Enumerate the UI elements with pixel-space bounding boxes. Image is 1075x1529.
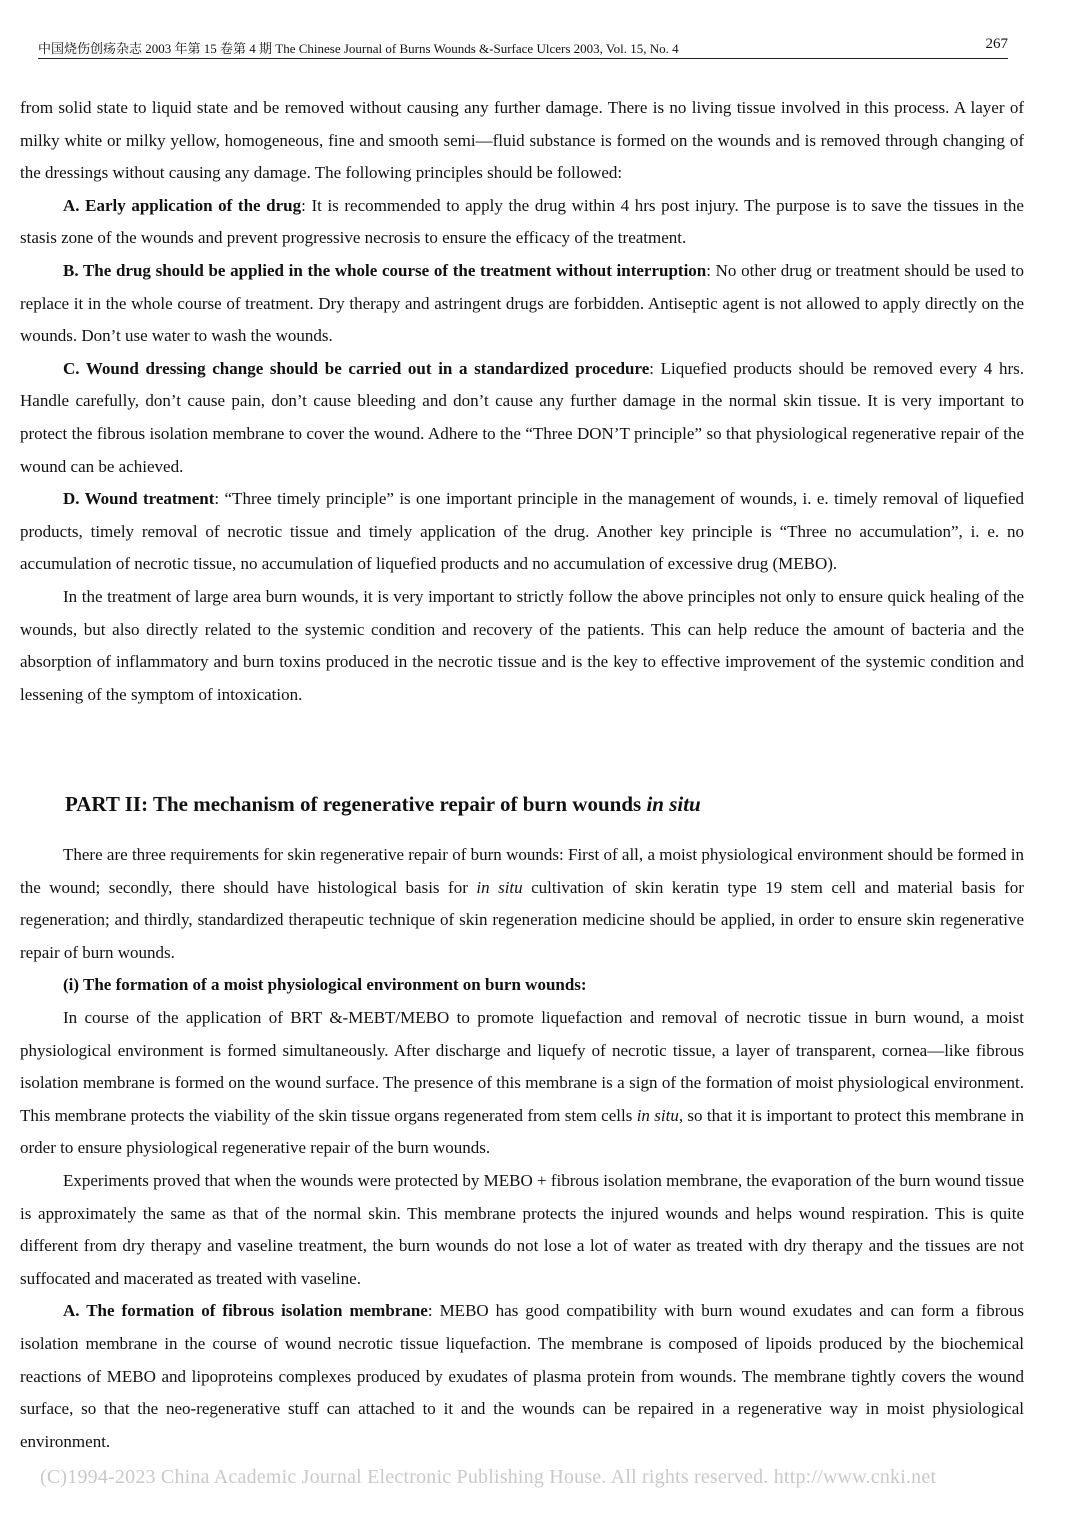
paragraph: Experiments proved that when the wounds were protected by MEBO + fibrous isolation membrane, the evaporation of the burn wound tissue is approximately the same as that of the normal skin. This membrane protects the injured wounds and helps wound respiration. This is quite different from dry therapy and vaseline treatment, the burn wounds do not lose a lot of water as treated with dry therapy and the tissues are not suffocated and macerated as treated with vaseline. — [20, 1170, 1024, 1288]
paragraph: In the treatment of large area burn wounds, it is very important to strictly follow the above principles not only to ensure quick healing of the wounds, but also directly related to the systemic condition and recovery of the patients. This can help reduce the amount of bacteria and the absorption of inflammatory and burn toxins produced in the necrotic tissue and is the key to effective improvement of the systemic condition and lessening of the symptom of intoxication. — [20, 586, 1024, 704]
section-heading: PART II: The mechanism of regenerative repair of burn wounds in situ — [65, 792, 701, 816]
journal-citation: 中国烧伤创疡杂志 2003 年第 15 卷第 4 期 The Chinese Journal of Burns Wounds &-Surface Ulcers 2003, Vol. 15, No. 4 — [38, 41, 679, 56]
principle-d: D. Wound treatment: “Three timely principle” is one important principle in the management of wounds, i. e. timely removal of liquefied products, timely removal of necrotic tissue and timely application of the drug. Another key principle is “Three no accumulation”, i. e. no accumulation of necrotic tissue, no accumulation of liquefied products and no accumulation of excessive drug (MEBO). — [20, 489, 1024, 574]
paragraph: from solid state to liquid state and be removed without causing any further damage. There is no living tissue involved in this process. A layer of milky white or milky yellow, homogeneous, fine and smooth semi—fluid substance is formed on the wounds and is removed through changing of the dressings without causing any damage. The following principles should be followed: — [20, 98, 1024, 183]
principle-c: C. Wound dressing change should be carried out in a standardized procedure: Liquefied products should be removed every 4 hrs. Handle carefully, don’t cause pain, don’t cause bleeding and don’t cause any further damage in the normal skin tissue. It is very important to protect the fibrous isolation membrane to cover the wound. Adhere to the “Three DON’T principle” so that physiological regenerative repair of the wound can be achieved. — [20, 358, 1024, 476]
principle-title: A. The formation of fibrous isolation membrane — [63, 1301, 428, 1321]
principle-title: C. Wound dressing change should be carried out in a standardized procedure — [63, 358, 650, 378]
principle-title: D. Wound treatment — [63, 489, 215, 509]
subsection-heading: (i) The formation of a moist physiological environment on burn wounds: — [63, 975, 587, 995]
page-number: 267 — [985, 36, 1008, 52]
principle-a: A. Early application of the drug: It is recommended to apply the drug within 4 hrs post injury. The purpose is to save the tissues in the stasis zone of the wounds and prevent progressive necrosis to ensure the efficacy of the treatment. — [20, 195, 1024, 248]
paragraph: There are three requirements for skin regenerative repair of burn wounds: First of all, a moist physiological environment should be formed in the wound; secondly, there should have histological basis for in situ cultivation of skin keratin type 19 stem cell and material basis for regeneration; and thirdly, standardized therapeutic technique of skin regeneration medicine should be applied, in order to ensure skin regenerative repair of burn wounds. — [20, 845, 1024, 962]
principle-b: B. The drug should be applied in the whole course of the treatment without interruption: No other drug or treatment should be used to replace it in the whole course of treatment. Dry therapy and astringent drugs are forbidden. Antiseptic agent is not allowed to apply directly on the wounds. Don’t use water to wash the wounds. — [20, 260, 1024, 346]
part1-body — [20, 92, 1024, 711]
principle-title: B. The drug should be applied in the whole course of the treatment without interruption — [63, 260, 707, 280]
principle-title: A. Early application of the drug — [63, 195, 302, 215]
part2-body — [20, 839, 1024, 1458]
paragraph: In course of the application of BRT &-MEBT/MEBO to promote liquefaction and removal of necrotic tissue in burn wound, a moist physiological environment is formed simultaneously. After discharge and liquefy of necrotic tissue, a layer of transparent, cornea—like fibrous isolation membrane is formed on the wound surface. The presence of this membrane is a sign of the formation of moist physiological environment. This membrane protects the viability of the skin tissue organs regenerated from stem cells in situ, so that it is important to protect this membrane in order to ensure physiological regenerative repair of the burn wounds. — [20, 1007, 1025, 1158]
running-header — [38, 36, 1008, 59]
copyright-watermark: (C)1994-2023 China Academic Journal Electronic Publishing House. All rights reserved. http://www.cnki.net — [40, 1466, 937, 1488]
principle-a: A. The formation of fibrous isolation membrane: MEBO has good compatibility with burn wound exudates and can form a fibrous isolation membrane in the course of wound necrotic tissue liquefaction. The membrane is composed of lipoids produced by the biochemical reactions of MEBO and lipoproteins complexes produced by exudates of plasma protein from wounds. The membrane tightly covers the wound surface, so that the neo-regenerative stuff can attached to it and the wounds can be repaired in a regenerative way in moist physiological environment. — [20, 1301, 1024, 1451]
